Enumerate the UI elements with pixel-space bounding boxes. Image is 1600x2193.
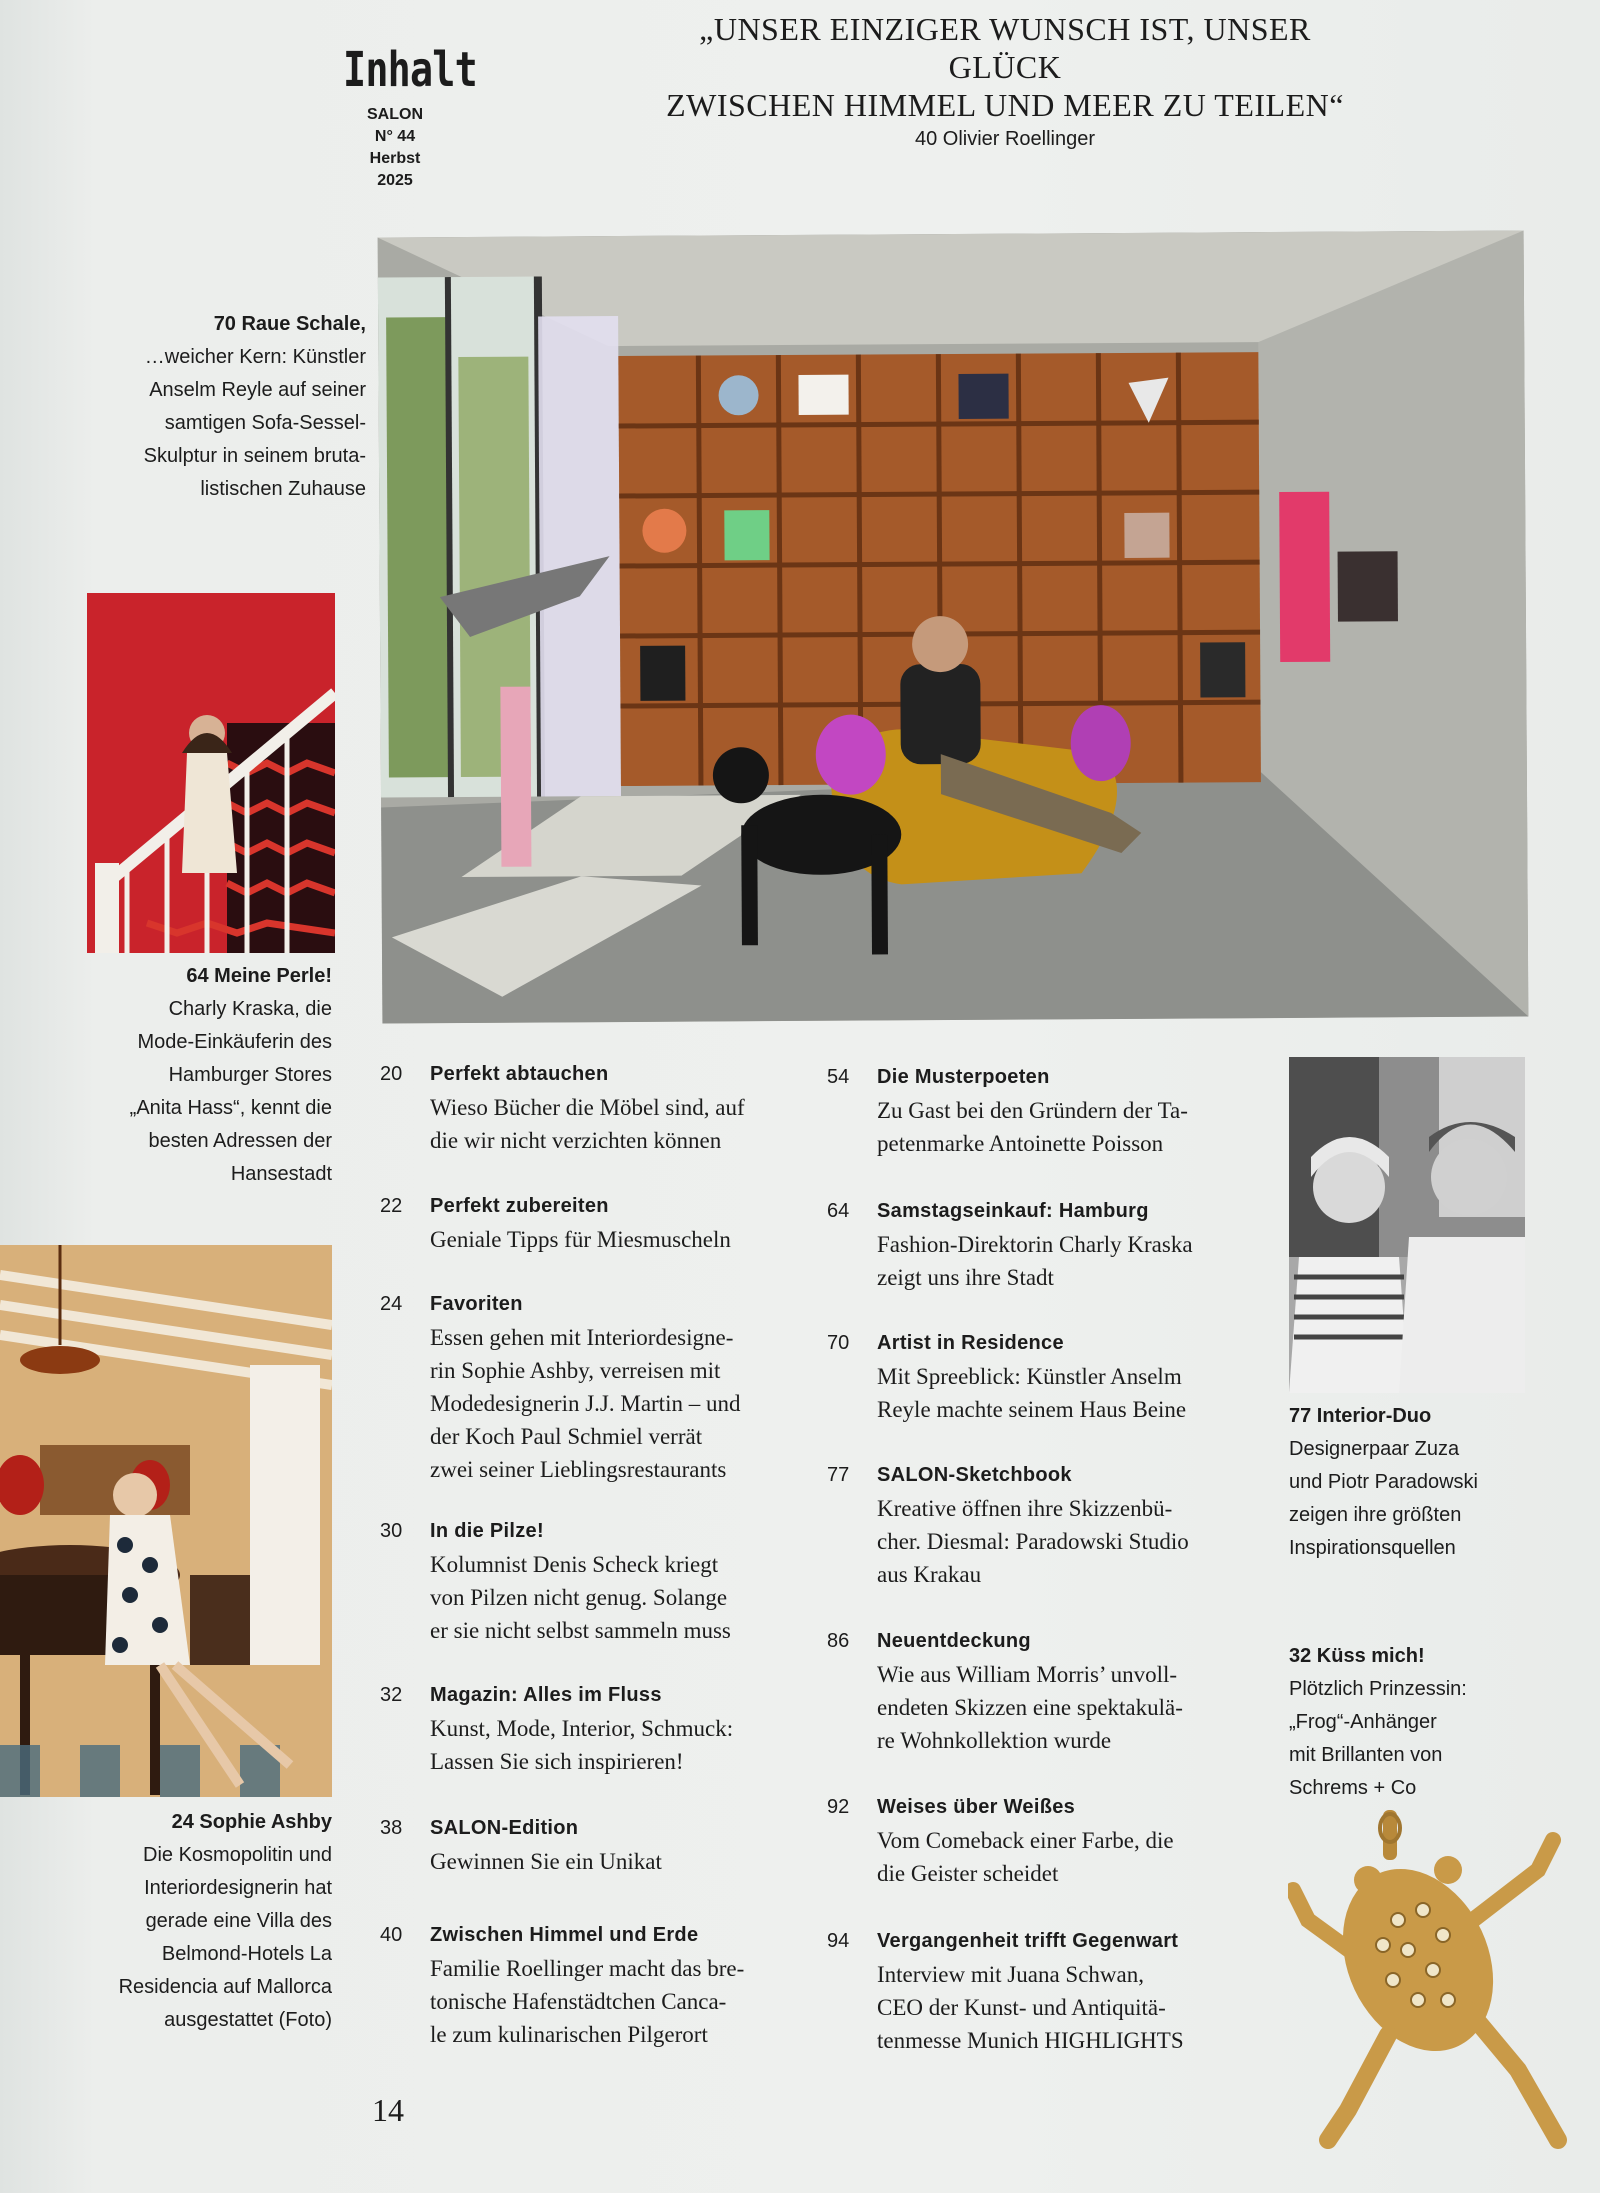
toc-description	[877, 1658, 1227, 1757]
caption-charly	[60, 960, 332, 1191]
toc-description-line: die Geister scheidet	[877, 1861, 1059, 1886]
toc-description-line: Geniale Tipps für Miesmuscheln	[430, 1227, 731, 1252]
toc-description-line: rin Sophie Ashby, verreisen mit	[430, 1358, 721, 1383]
toc-description	[877, 1360, 1227, 1426]
quote-line: „UNSER EINZIGER WUNSCH IST, UNSER GLÜCK	[699, 11, 1311, 85]
toc-description	[877, 1094, 1227, 1160]
caption-title: 70 Raue Schale,	[213, 313, 366, 335]
toc-description-line: Lassen Sie sich inspirieren!	[430, 1749, 684, 1774]
toc-page-number: 40	[380, 1924, 403, 1946]
caption-line: besten Adressen der	[148, 1130, 332, 1152]
toc-description-line: die wir nicht verzichten können	[430, 1128, 722, 1153]
toc-title: Favoriten	[430, 1293, 523, 1315]
caption-line: Plötzlich Prinzessin:	[1289, 1678, 1467, 1700]
caption-line: Designerpaar Zuza	[1289, 1438, 1460, 1460]
photo-frog-pendant	[1288, 1810, 1588, 2193]
toc-page-number: 92	[827, 1796, 850, 1818]
hero-photo-living-room	[378, 231, 1529, 1024]
toc-description-line: Wieso Bücher die Möbel sind, auf	[430, 1095, 745, 1120]
toc-description-line: Wie aus William Morris’ unvoll-	[877, 1662, 1178, 1687]
toc-description-line: Familie Roellinger macht das bre-	[430, 1956, 745, 1981]
issue-meta	[330, 104, 460, 192]
toc-page-number: 32	[380, 1684, 403, 1706]
toc-page-number: 64	[827, 1200, 850, 1222]
caption-line: mit Brillanten von	[1289, 1744, 1443, 1766]
caption-line: zeigen ihre größten	[1289, 1504, 1462, 1526]
toc-description-line: Kreative öffnen ihre Skizzenbü-	[877, 1496, 1173, 1521]
toc-description	[430, 1321, 780, 1486]
caption-title: 24 Sophie Ashby	[171, 1811, 332, 1833]
photo-interior-duo	[1289, 1057, 1525, 1393]
toc-page-number: 38	[380, 1817, 403, 1839]
toc-title: Samstagseinkauf: Hamburg	[877, 1200, 1149, 1222]
toc-title: Vergangenheit trifft Gegenwart	[877, 1930, 1179, 1952]
toc-description-line: Essen gehen mit Interiordesigne-	[430, 1325, 734, 1350]
issue-meta-line: SALON	[367, 106, 423, 123]
caption-line: samtigen Sofa-Sessel-	[164, 412, 366, 434]
toc-description-line: petenmarke Antoinette Poisson	[877, 1131, 1164, 1156]
caption-line: Hamburger Stores	[168, 1064, 332, 1086]
caption-line: Skulptur in seinem bruta-	[143, 445, 366, 467]
toc-description-line: tenmesse Munich HIGHLIGHTS	[877, 2028, 1184, 2053]
photo-sophie-ashby	[0, 1245, 332, 1797]
toc-description	[430, 1952, 780, 2051]
toc-title: Neuentdeckung	[877, 1630, 1031, 1652]
toc-description-line: der Koch Paul Schmiel verrät	[430, 1424, 703, 1449]
toc-description	[430, 1548, 780, 1647]
toc-description-line: cher. Diesmal: Paradowski Studio	[877, 1529, 1189, 1554]
page-number: 14	[372, 2092, 404, 2128]
caption-line: Interiordesignerin hat	[144, 1877, 332, 1899]
toc-page-number: 54	[827, 1066, 850, 1088]
toc-page-number: 20	[380, 1063, 403, 1085]
toc-page-number: 24	[380, 1293, 403, 1315]
toc-description-line: Fashion-Direktorin Charly Kraska	[877, 1232, 1193, 1257]
toc-description-line: Kolumnist Denis Scheck kriegt	[430, 1552, 719, 1577]
toc-description-line: Interview mit Juana Schwan,	[877, 1962, 1144, 1987]
toc-description-line: re Wohnkollektion wurde	[877, 1728, 1112, 1753]
caption-line: Residencia auf Mallorca	[118, 1976, 332, 1998]
toc-title: Artist in Residence	[877, 1332, 1064, 1354]
toc-description	[430, 1712, 780, 1778]
toc-description-line: Mit Spreeblick: Künstler Anselm	[877, 1364, 1182, 1389]
toc-page-number: 94	[827, 1930, 850, 1952]
toc-description-line: Reyle machte seinem Haus Beine	[877, 1397, 1187, 1422]
toc-description	[877, 1492, 1227, 1591]
pull-quote	[640, 10, 1370, 151]
caption-line: Die Kosmopolitin und	[143, 1844, 332, 1866]
toc-page-number: 22	[380, 1195, 403, 1217]
caption-line: Inspirationsquellen	[1289, 1537, 1456, 1559]
caption-line: Hansestadt	[230, 1163, 332, 1185]
caption-line: ausgestattet (Foto)	[164, 2009, 332, 2031]
toc-description-line: le zum kulinarischen Pilgerort	[430, 2022, 708, 2047]
toc-title: In die Pilze!	[430, 1520, 544, 1542]
toc-title: SALON-Edition	[430, 1817, 579, 1839]
caption-title: 64 Meine Perle!	[186, 965, 332, 987]
toc-description-line: Kunst, Mode, Interior, Schmuck:	[430, 1716, 734, 1741]
caption-frog	[1289, 1640, 1549, 1805]
toc-page-number: 77	[827, 1464, 850, 1486]
toc-description-line: endeten Skizzen eine spektakulä-	[877, 1695, 1183, 1720]
toc-description-line: Vom Comeback einer Farbe, die	[877, 1828, 1174, 1853]
toc-title: Die Musterpoeten	[877, 1066, 1050, 1088]
quote-source: 40 Olivier Roellinger	[914, 128, 1096, 150]
caption-line: „Anita Hass“, kennt die	[129, 1097, 332, 1119]
issue-meta-line: N° 44	[374, 128, 416, 145]
issue-meta-line: Herbst	[369, 150, 421, 167]
toc-title: Weises über Weißes	[877, 1796, 1076, 1818]
toc-description-line: Modedesignerin J.J. Martin – und	[430, 1391, 741, 1416]
toc-description-line: aus Krakau	[877, 1562, 982, 1587]
caption-line: Schrems + Co	[1289, 1777, 1417, 1799]
toc-description	[430, 1091, 780, 1157]
toc-description	[430, 1223, 780, 1256]
toc-page-number: 70	[827, 1332, 850, 1354]
caption-sophie	[60, 1806, 332, 2037]
toc-title: Perfekt abtauchen	[430, 1063, 609, 1085]
caption-line: Mode-Einkäuferin des	[137, 1031, 332, 1053]
caption-line: „Frog“-Anhänger	[1289, 1711, 1437, 1733]
toc-description-line: CEO der Kunst- und Antiquitä-	[877, 1995, 1166, 2020]
quote-line: ZWISCHEN HIMMEL UND MEER ZU TEILEN“	[666, 87, 1344, 123]
caption-title: 32 Küss mich!	[1289, 1645, 1425, 1667]
caption-line: Charly Kraska, die	[168, 998, 332, 1020]
toc-description-line: von Pilzen nicht genug. Solange	[430, 1585, 728, 1610]
toc-description	[877, 1958, 1227, 2057]
caption-reyle	[80, 308, 366, 506]
caption-line: und Piotr Paradowski	[1289, 1471, 1478, 1493]
toc-title: Perfekt zubereiten	[430, 1195, 609, 1217]
caption-line: Belmond-Hotels La	[161, 1943, 332, 1965]
caption-line: listischen Zuhause	[200, 478, 366, 500]
toc-description	[877, 1228, 1227, 1294]
toc-title: SALON-Sketchbook	[877, 1464, 1072, 1486]
toc-description-line: tonische Hafenstädtchen Canca-	[430, 1989, 727, 2014]
toc-page-number: 86	[827, 1630, 850, 1652]
page-title: Inhalt	[343, 42, 477, 98]
caption-line: Anselm Reyle auf seiner	[149, 379, 366, 401]
issue-meta-line: 2025	[377, 172, 413, 189]
toc-title: Zwischen Himmel und Erde	[430, 1924, 699, 1946]
toc-description	[877, 1824, 1227, 1890]
toc-description	[430, 1845, 780, 1878]
toc-description-line: zwei seiner Lieblingsrestaurants	[430, 1457, 727, 1482]
toc-description-line: zeigt uns ihre Stadt	[877, 1265, 1054, 1290]
caption-duo	[1289, 1400, 1549, 1565]
masthead	[330, 42, 477, 192]
toc-description-line: Zu Gast bei den Gründern der Ta-	[877, 1098, 1188, 1123]
toc-title: Magazin: Alles im Fluss	[430, 1684, 662, 1706]
caption-line: gerade eine Villa des	[145, 1910, 332, 1932]
photo-charly-kraska	[87, 593, 335, 953]
toc-page-number: 30	[380, 1520, 403, 1542]
caption-title: 77 Interior-Duo	[1289, 1405, 1432, 1427]
caption-line: …weicher Kern: Künstler	[144, 346, 366, 368]
toc-description-line: Gewinnen Sie ein Unikat	[430, 1849, 662, 1874]
toc-description-line: er sie nicht selbst sammeln muss	[430, 1618, 731, 1643]
